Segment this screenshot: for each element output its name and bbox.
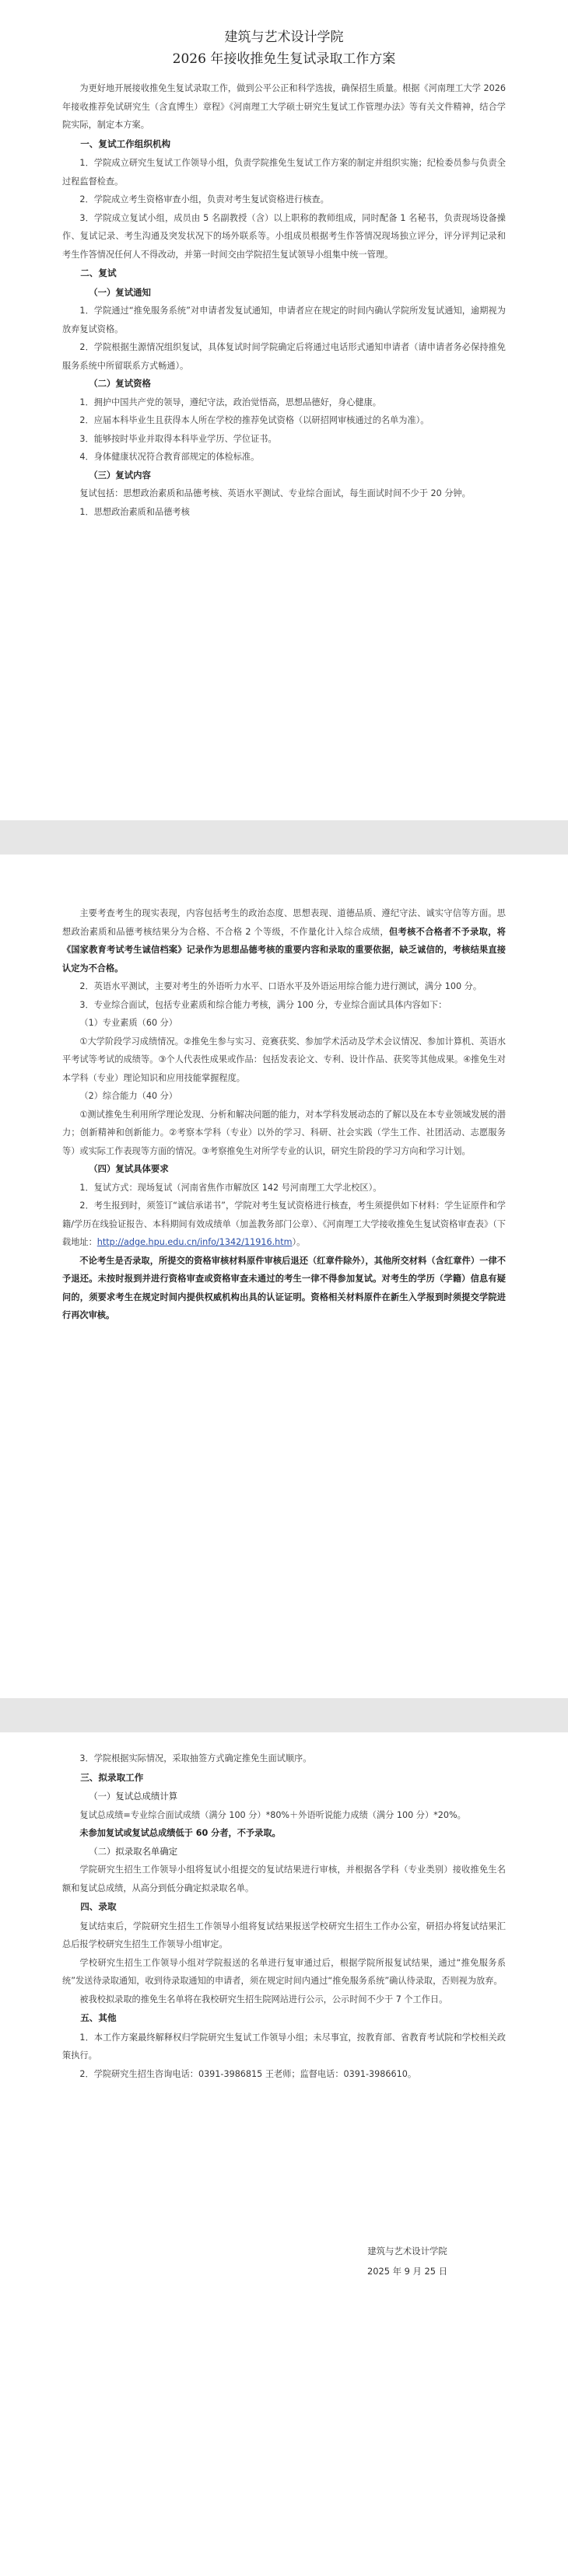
signature-date: 2025 年 9 月 25 日 xyxy=(366,2266,447,2277)
intro-paragraph: 为更好地开展接收推免生复试录取工作，做到公平公正和科学选拔，确保招生质量。根据《河南理工大学 2026 年接收推荐免试研究生（含直博生）章程》《河南理工大学硕士研究生复试工作管理办法》等有关文件精神，结合学院实际，制定本方案。 xyxy=(62,83,506,130)
document-title-line-2: 2026 年接收推免生复试录取工作方案 xyxy=(172,51,396,67)
materials-warning: 不论考生是否录取，所提交的资格审核材料原件审核后退还（红章件除外），其他所交材料（含红章件）一律不予退还。未按时报到并进行资格审查或资格审查未通过的考生一律不得参加复试。对考生的学历（学籍）信息有疑问的，须要求考生在规定时间内提供权威机构出具的认证证明。资格相关材料原件在新生入学报到时须提交学院进行再次审核。 xyxy=(62,1255,506,1320)
admission-paragraph-1: 复试结束后，学院研究生招生工作领导小组将复试结果报送学校研究生招生工作办公室，研招办将复试结果汇总后报学校研究生招生工作领导小组审定。 xyxy=(62,1921,506,1949)
other-item-1: 1．本工作方案最终解释权归学院研究生复试工作领导小组；未尽事宜，按教育部、省教育考试院和学校相关政策执行。 xyxy=(62,2032,506,2060)
content-paragraph: 复试包括：思想政治素质和品德考核、英语水平测试、专业综合面试，每生面试时间不少于 20 分钟。 xyxy=(79,488,471,498)
interview-item: 3．专业综合面试，包括专业素质和综合能力考核，满分 100 分，专业综合面试具体内容如下： xyxy=(79,999,447,1010)
organization-item-1: 1．学院成立研究生复试工作领导小组，负责学院推免生复试工作方案的制定并组织实施；纪检委员参与负责全过程监督检查。 xyxy=(62,158,506,187)
signature-organization: 建筑与艺术设计学院 xyxy=(367,2246,447,2256)
english-test-item: 2．英语水平测试，主要对考生的外语听力水平、口语水平及外语运用综合能力进行测试，满分 100 分。 xyxy=(79,981,482,991)
subheading-notice: （一）复试通知 xyxy=(89,286,151,298)
signature-block xyxy=(367,2241,447,2281)
notice-item-1: 1．学院通过“推免服务系统”对申请者发复试通知，申请者应在规定的时间内确认学院所发复试通知，逾期视为放弃复试资格。 xyxy=(62,306,506,334)
politics-paragraph xyxy=(62,904,506,977)
list-paragraph: 学院研究生招生工作领导小组将复试小组提交的复试结果进行审核，并根据各学科（专业类别）接收推免生名额和复试总成绩，从高分到低分确定拟录取名单。 xyxy=(62,1865,506,1893)
qualification-item-1: 1．拥护中国共产党的领导，遵纪守法，政治觉悟高，思想品德好，身心健康。 xyxy=(79,397,381,407)
retest-form-item: 1．复试方式：现场复试（河南省焦作市解放区 142 号河南理工大学北校区）。 xyxy=(79,1182,382,1193)
comprehensive-ability-text: ①测试推免生利用所学理论发现、分析和解决问题的能力，对本学科发展动态的了解以及在本专业领域发展的潜力；创新精神和创新能力。②考察本学科（专业）以外的学习、科研、社会实践（学生工作、社团活动、志愿服务等）或实际工作表现等方面的情况。③考察推免生对所学专业的认识，研究生阶段的学习方向和学习计划。 xyxy=(62,1109,506,1156)
admission-paragraph-2: 学校研究生招生工作领导小组对学院报送的名单进行复审通过后，根据学院所报复试结果，通过“推免服务系统”发送待录取通知，收到待录取通知的申请者，须在规定时间内通过“推免服务系统”确认待录取，否则视为放弃。 xyxy=(62,1957,506,1986)
subheading-score-calc: （一）复试总成绩计算 xyxy=(89,1791,178,1802)
subheading-qualification: （二）复试资格 xyxy=(89,378,151,389)
subheading-list: （二）拟录取名单确定 xyxy=(89,1845,178,1857)
materials-item xyxy=(62,1197,506,1252)
organization-item-2: 2．学院成立考生资格审查小组，负责对考生复试资格进行核查。 xyxy=(79,194,329,204)
qualification-item-2: 2．应届本科毕业生且获得本人所在学校的推荐免试资格（以研招网审核通过的名单为准）。 xyxy=(79,415,430,425)
fail-rule: 未参加复试或复试总成绩低于 60 分者，不予录取。 xyxy=(79,1828,281,1838)
qualification-item-4: 4．身体健康状况符合教育部规定的体检标准。 xyxy=(79,452,260,462)
section-heading-retest: 二、复试 xyxy=(80,267,117,278)
professional-quality-text: ①大学阶段学习成绩情况。②推免生参与实习、竞赛获奖、参加学术活动及学术会议情况、参加计算机、英语水平考试等考试的成绩等。③个人代表性成果或作品：包括发表论文、专利、设计作品、获奖等其他成果。④推免生对本学科（专业）理论知识和应用技能掌握程度。 xyxy=(62,1036,506,1083)
interview-order-item: 3．学院根据实际情况，采取抽签方式确定推免生面试顺序。 xyxy=(79,1753,312,1763)
organization-item-3: 3．学院成立复试小组，成员由 5 名副教授（含）以上职称的教师组成，同时配备 1 名秘书，负责现场设备操作、复试记录、考生沟通及突发状况下的场外联系等。小组成员根据考生作答情况现场独立评分，评分评判记录和考生作答情况任何人不得改动，并第一时间交由学院招生复试领导小组集中统一管理。 xyxy=(62,212,506,260)
subheading-content: （三）复试内容 xyxy=(89,469,151,481)
politics-bold-text: 但考核不合格者不予录取，将《国家教育考试考生诚信档案》记录作为思想品德考核的重要内容和录取的重要依据，缺乏诚信的，考核结果直接认定为不合格。 xyxy=(62,926,506,973)
professional-quality-heading: （1）专业素质（60 分） xyxy=(79,1018,177,1028)
section-heading-admission: 四、录取 xyxy=(80,1901,117,1912)
materials-text: 2．考生报到时，须签订“诚信承诺书”，学院对考生复试资格进行核查，考生须提供如下材料：学生证原件和学籍/学历在线验证报告、本科期间有效成绩单（加盖教务部门公章）、《河南理工大学接收推免生复试资格审查表》（下载地址： xyxy=(62,1201,506,1247)
materials-text-end: ）。 xyxy=(292,1237,306,1247)
score-formula: 复试总成绩=专业综合面试成绩（满分 100 分）*80%＋外语听说能力成绩（满分 100 分）*20%。 xyxy=(79,1809,466,1820)
section-heading-other: 五、其他 xyxy=(80,2012,117,2023)
document-page-2 xyxy=(0,855,568,1698)
download-link[interactable]: http://adge.hpu.edu.cn/info/1342/11916.htm xyxy=(96,1237,293,1247)
section-heading-admission-prep: 三、拟录取工作 xyxy=(80,1771,144,1783)
document-page-3 xyxy=(0,1732,568,2576)
document-page-1 xyxy=(0,0,568,820)
notice-item-2: 2．学院根据生源情况组织复试，具体复试时间学院确定后将通过电话形式通知申请者（请申请者务必保持推免服务系统中所留联系方式畅通）。 xyxy=(62,342,506,371)
comprehensive-ability-heading: （2）综合能力（40 分） xyxy=(79,1091,177,1101)
document-title-line-1: 建筑与艺术设计学院 xyxy=(224,30,344,45)
other-item-2: 2．学院研究生招生咨询电话：0391-3986815 王老师；监督电话：0391-3986610。 xyxy=(79,2068,417,2079)
admission-paragraph-3: 被我校拟录取的推免生名单将在我校研究生招生院网站进行公示，公示时间不少于 7 个工作日。 xyxy=(79,1994,448,2005)
section-heading-organization: 一、复试工作组织机构 xyxy=(80,138,171,149)
qualification-item-3: 3．能够按时毕业并取得本科毕业学历、学位证书。 xyxy=(79,433,277,444)
politics-heading: 1．思想政治素质和品德考核 xyxy=(79,506,190,517)
subheading-requirements: （四）复试具体要求 xyxy=(89,1163,169,1174)
politics-text: 主要考查考生的现实表现，内容包括考生的政治态度、思想表现、道德品质、遵纪守法、诚实守信等方面。思想政治素质和品德考核结果分为合格、不合格 2 个等级，不作量化计入综合成绩， xyxy=(62,908,506,937)
